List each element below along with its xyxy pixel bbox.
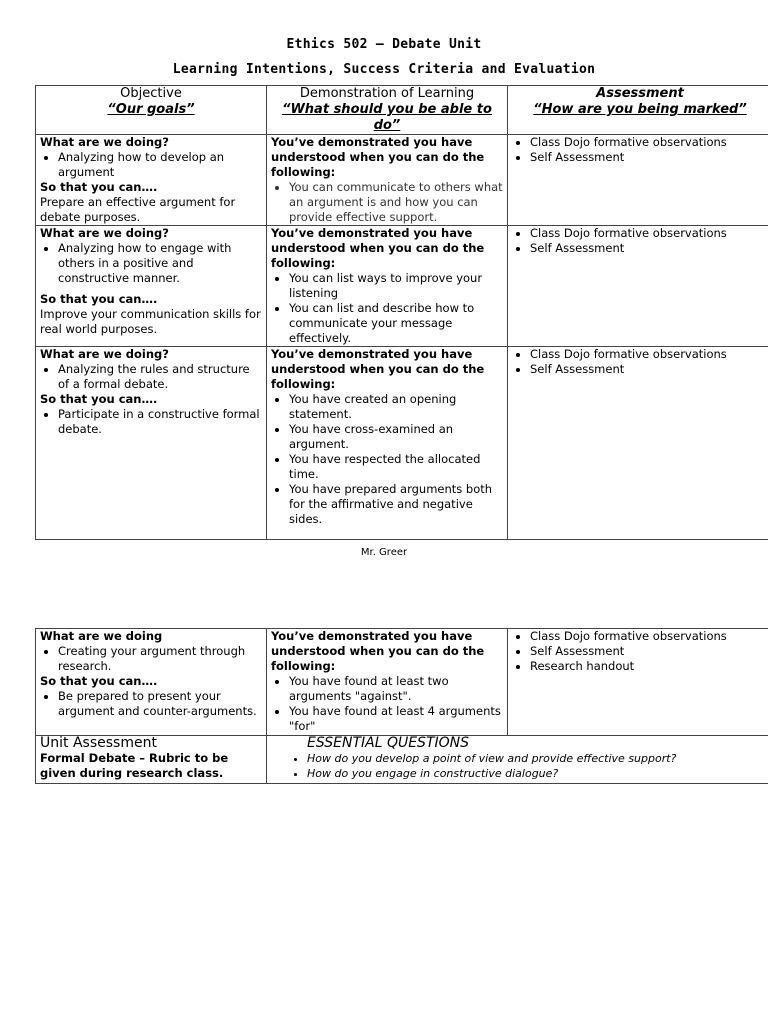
list-item: • You have prepared arguments both for the affirmative and negative sides.	[289, 482, 503, 527]
unit-assessment-title: Unit Assessment	[40, 735, 157, 751]
objective-cell: What are we doing • Creating your argument through research. So that you can…. • Be prepared to present your argument and counter-arguments.	[36, 629, 267, 736]
table-row	[36, 629, 768, 736]
assessment-cell	[508, 629, 768, 736]
essential-questions-cell	[267, 736, 768, 784]
essential-questions-title: ESSENTIAL QUESTIONS	[307, 735, 470, 751]
unit-assessment-cell	[36, 736, 267, 784]
list-item: • You have found at least 4 arguments "for"	[289, 704, 503, 734]
list-item: • You have respected the allocated time.	[289, 452, 503, 482]
list-item: • Class Dojo formative observations	[530, 347, 768, 362]
demonstration-header: Demonstration of Learning “What should you be able to do”	[267, 86, 508, 135]
unit-assessment-row	[36, 736, 768, 784]
assessment-cell	[508, 347, 768, 540]
document-subtitle: Learning Intentions, Success Criteria and Evaluation	[172, 62, 596, 77]
list-item: • Class Dojo formative observations	[530, 629, 768, 644]
table-row	[36, 347, 768, 540]
demonstration-cell: You’ve demonstrated you have understood when you can do the following: • You have created an opening statement. • You have cross-examined an argument. • You have respected the allocated time. • You have prepared arguments both for the affirmative and negative sides.	[267, 347, 508, 540]
objective-header: Objective “Our goals”	[36, 86, 267, 135]
list-item: • You have created an opening statement.	[289, 392, 503, 422]
demonstration-cell: You’ve demonstrated you have understood when you can do the following: • You have found at least two arguments "against". • You have found at least 4 arguments "for"	[267, 629, 508, 736]
list-item: • How do you engage in constructive dialogue?	[307, 766, 768, 781]
list-item: • Analyzing how to develop an argument	[58, 150, 262, 180]
objective-cell: What are we doing? • Analyzing how to develop an argument So that you can…. Prepare an effective argument for debate purposes.	[36, 135, 267, 226]
list-item: • Class Dojo formative observations	[530, 135, 768, 150]
list-item: • You have cross-examined an argument.	[289, 422, 503, 452]
assessment-header: Assessment “How are you being marked”	[508, 86, 768, 135]
list-item: • Research handout	[530, 659, 768, 674]
research-table	[35, 628, 768, 784]
objective-cell: What are we doing? • Analyzing how to engage with others in a positive and constructive manner. So that you can…. Improve your communication skills for real world purposes.	[36, 226, 267, 347]
table-row	[36, 226, 768, 347]
assessment-cell	[508, 135, 768, 226]
list-item: • Creating your argument through research.	[58, 644, 262, 674]
list-item: • Self Assessment	[530, 362, 768, 377]
list-item: • You can communicate to others what an argument is and how you can provide effective support.	[289, 180, 503, 225]
list-item: • You can list ways to improve your listening	[289, 271, 503, 301]
page-footer-author: Mr. Greer	[360, 547, 408, 558]
list-item: • Be prepared to present your argument and counter-arguments.	[58, 689, 262, 719]
demonstration-cell: You’ve demonstrated you have understood when you can do the following: • You can list ways to improve your listening • You can list and describe how to communicate your message effectively.	[267, 226, 508, 347]
objective-cell: What are we doing? • Analyzing the rules and structure of a formal debate. So that you can…. • Participate in a constructive formal debate.	[36, 347, 267, 540]
list-item: • Self Assessment	[530, 644, 768, 659]
list-item: • Participate in a constructive formal debate.	[58, 407, 262, 437]
list-item: • You have found at least two arguments "against".	[289, 674, 503, 704]
document-title: Ethics 502 – Debate Unit	[286, 37, 482, 52]
unit-assessment-description: Formal Debate – Rubric to be given during research class.	[40, 751, 229, 780]
list-item: • Self Assessment	[530, 150, 768, 165]
learning-intentions-table	[35, 85, 768, 540]
list-item: • How do you develop a point of view and provide effective support?	[307, 751, 768, 766]
list-item: • Class Dojo formative observations	[530, 226, 768, 241]
demonstration-cell: You’ve demonstrated you have understood when you can do the following: • You can communicate to others what an argument is and how you can provide effective support.	[267, 135, 508, 226]
list-item: • Analyzing the rules and structure of a formal debate.	[58, 362, 262, 392]
list-item: • Self Assessment	[530, 241, 768, 256]
table-header-row	[36, 86, 768, 135]
table-row	[36, 135, 768, 226]
list-item: • Analyzing how to engage with others in a positive and constructive manner.	[58, 241, 262, 286]
assessment-cell	[508, 226, 768, 347]
list-item: • You can list and describe how to communicate your message effectively.	[289, 301, 503, 346]
